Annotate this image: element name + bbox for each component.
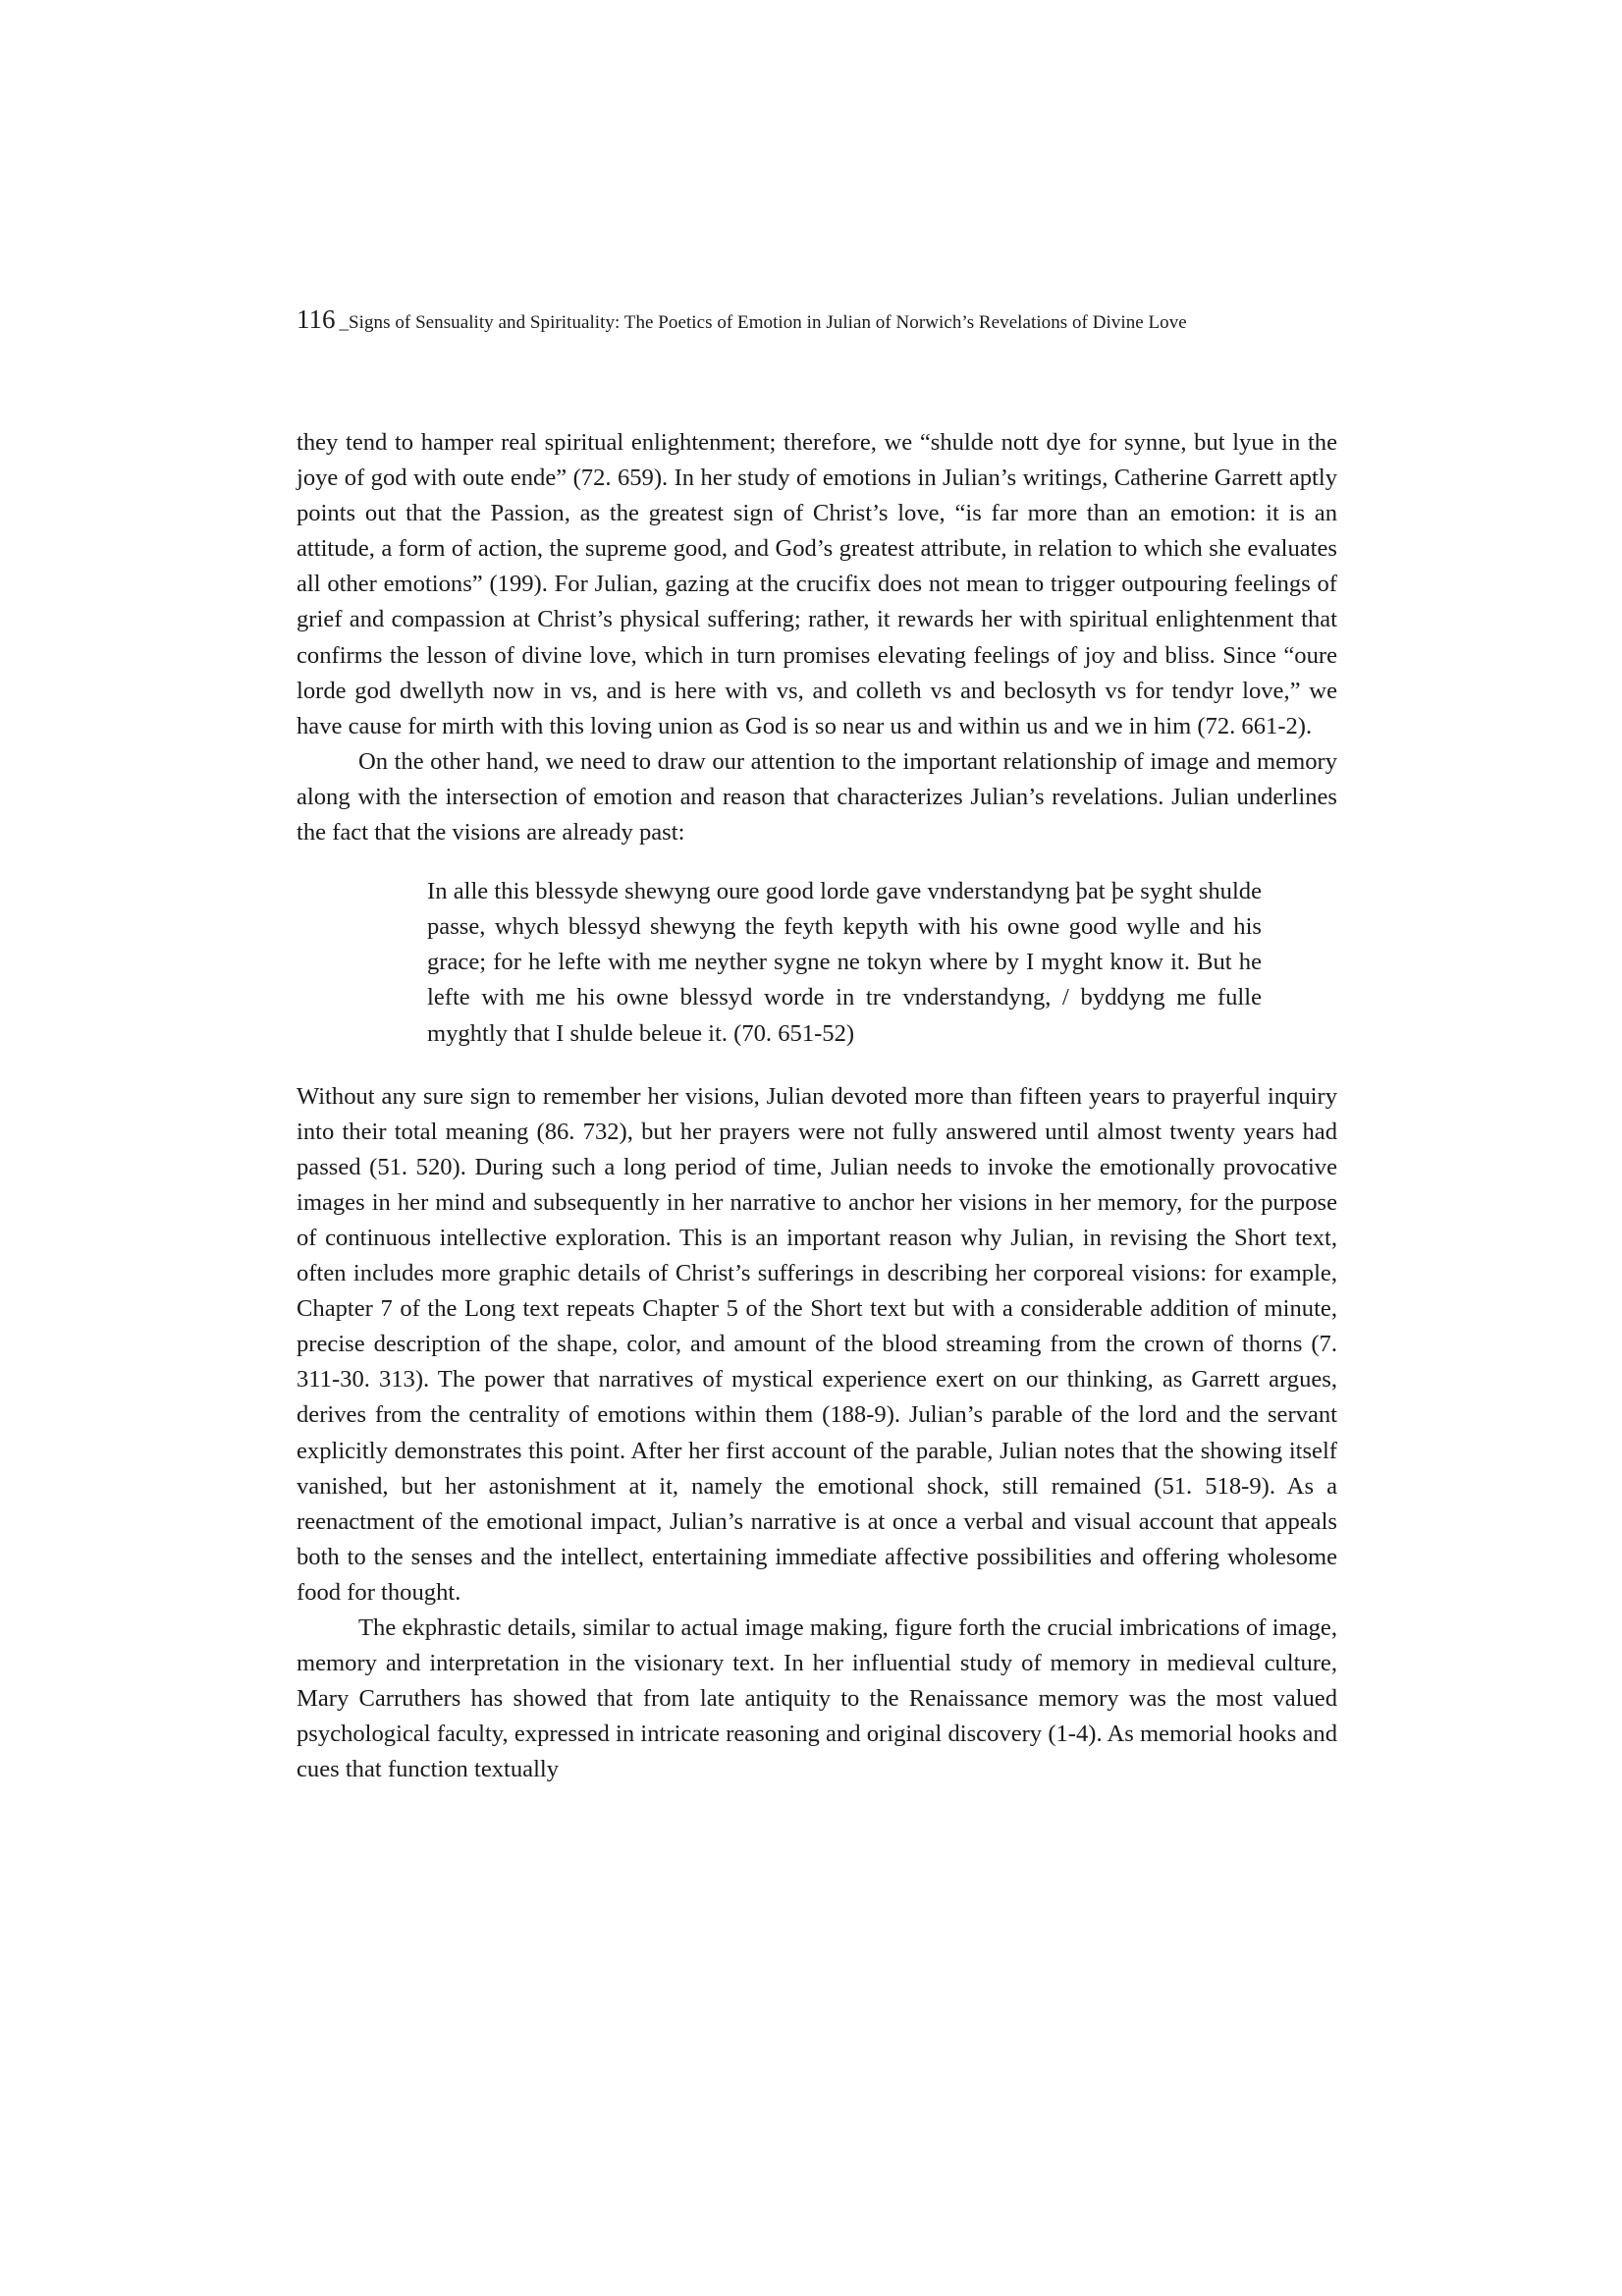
paragraph-final: The ekphrastic details, similar to actual image making, figure forth the crucial imbrications of image, memory and interpretation in the visionary text. In her influential study of memory in medieval culture, Mary Carruthers has showed that from late antiquity to the Renaissance memory was the most valued psychological faculty, expressed in intricate reasoning and original discovery (1-4). As memorial hooks and cues that function textually <box>297 1614 1337 1783</box>
page-number: 116 <box>297 304 336 334</box>
body-text <box>297 425 1337 1787</box>
running-head <box>297 302 1377 341</box>
paragraph-continuation: Without any sure sign to remember her visions, Julian devoted more than fifteen years to prayerful inquiry into their total meaning (86. 732), but her prayers were not fully answered until almost twenty years had passed (51. 520). During such a long period of time, Julian needs to invoke the emotionally provocative images in her mind and subsequently in her narrative to anchor her visions in her memory, for the purpose of continuous intellective exploration. This is an important reason why Julian, in revising the Short text, often includes more graphic details of Christ’s sufferings in describing her corporeal visions: for example, Chapter 7 of the Long text repeats Chapter 5 of the Short text but with a considerable addition of minute, precise description of the shape, color, and amount of the blood streaming from the crown of thorns (7. 311-30. 313). The power that narratives of mystical experience exert on our thinking, as Garrett argues, derives from the centrality of emotions within them (188-9). Julian’s parable of the lord and the servant explicitly demonstrates this point. After her first account of the parable, Julian notes that the showing itself vanished, but her astonishment at it, namely the emotional shock, still remained (51. 518-9). As a reenactment of the emotional impact, Julian’s narrative is at once a verbal and visual account that appeals both to the senses and the intellect, entertaining immediate affective possibilities and offering wholesome food for thought. <box>297 1082 1337 1606</box>
block-quote: In alle this blessyde shewyng oure good lorde gave vnderstandyng þat þe syght shulde passe, whych blessyd shewyng the feyth kepyth with his owne good wylle and his grace; for he lefte with me neyther sygne ne tokyn where by I myght know it. But he lefte with me his owne blessyd worde in tre vnderstandyng, / byddyng me fulle myghtly that I shulde beleue it. (70. 651-52) <box>427 878 1262 1047</box>
paragraph-2: On the other hand, we need to draw our attention to the important relationship of image and memory along with the intersection of emotion and reason that characterizes Julian’s revelations. Julian underlines the fact that the visions are already past: <box>297 747 1337 847</box>
paragraph-1: they tend to hamper real spiritual enlightenment; therefore, we “shulde nott dye for synne, but lyue in the joye of god with oute ende” (72. 659). In her study of emotions in Julian’s writings, Catherine Garrett aptly points out that the Passion, as the greatest sign of Christ’s love, “is far more than an emotion: it is an attitude, a form of action, the supreme good, and God’s greatest attribute, in relation to which she evaluates all other emotions” (199). For Julian, gazing at the crucifix does not mean to trigger outpouring feelings of grief and compassion at Christ’s physical suffering; rather, it rewards her with spiritual enlightenment that confirms the lesson of divine love, which in turn promises elevating feelings of joy and bliss. Since “oure lorde god dwellyth now in vs, and is here with vs, and colleth vs and beclosyth vs for tendyr love,” we have cause for mirth with this loving union as God is so near us and within us and we in him (72. 661-2). <box>297 429 1337 739</box>
running-title: _Signs of Sensuality and Spirituality: The Poetics of Emotion in Julian of Norwich’s Revelations of Divine Love <box>339 312 1187 333</box>
